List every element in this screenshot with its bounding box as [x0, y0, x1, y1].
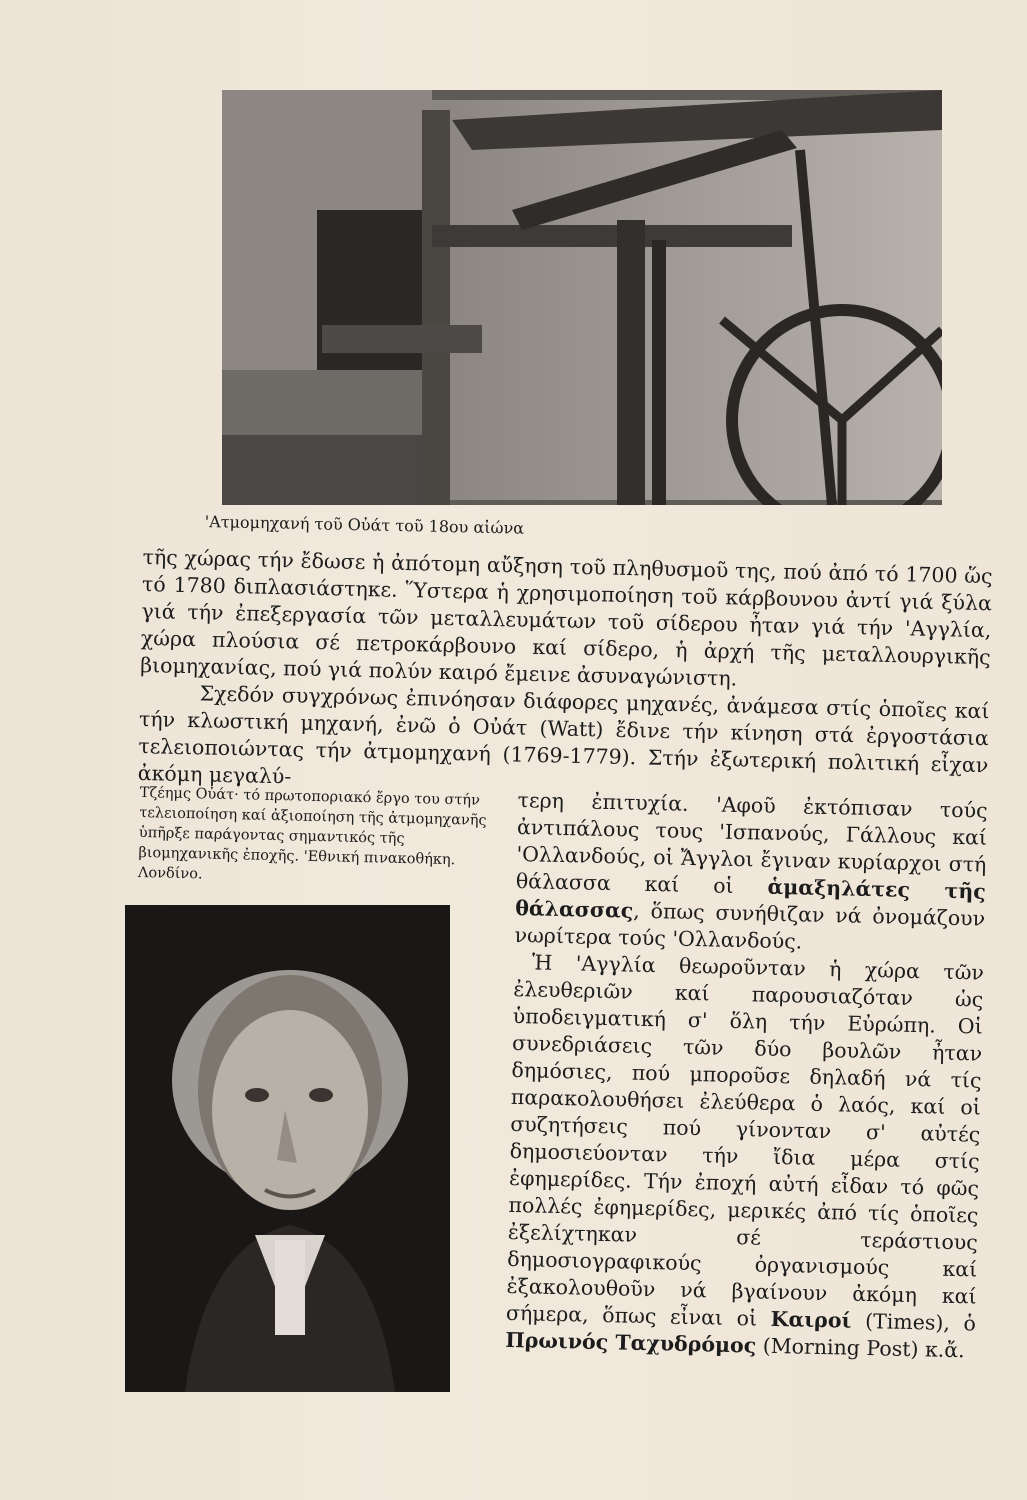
paragraph-3	[505, 949, 984, 1365]
steam-engine-photo	[222, 90, 942, 505]
bold-phrase: ἁμαξηλάτες τῆς θάλασσας	[514, 874, 987, 923]
portrait-caption: Τζέημς Οὐάτ· τό πρωτοποριακό ἔργο του στήν τελειοποίηση καί ἀξιοποίηση τῆς ἀτμομηχανῆς ὑπῆρξε παράγοντας σημαντικός τῆς βιομηχανικῆς ἐποχῆς. 'Εθνική πινακοθήκη. Λονδίνο.	[137, 784, 487, 883]
paragraph-2: Σχεδόν συγχρόνως ἐπινόησαν διάφορες μηχανές, ἀνάμεσα στίς ὁποῖες καί τήν κλωστική μηχανή, ἐνῶ ὁ Οὐάτ (Watt) ἔδινε τήν κίνηση στά ἐργοστάσια τελειοποιώντας τήν ἀτμομηχανή (1769-1779). Στήν ἐξωτερική πολιτική εἶχαν ἀκόμη μεγαλύ-	[137, 681, 990, 789]
main-text-full-width	[137, 544, 992, 806]
text-run: (Times), ὁ	[851, 1308, 977, 1336]
portrait-illustration	[125, 905, 450, 1392]
james-watt-portrait	[125, 905, 450, 1392]
bold-newspaper-times: Καιροί	[770, 1306, 852, 1333]
main-text-column	[505, 787, 988, 1365]
text-run: τερη ἐπιτυχία. 'Αφοῦ ἐκτόπισαν τούς ἀντιπάλους τους 'Ισπανούς, Γάλλους καί 'Ολλανδούς, οἱ Ἄγγλοι ἔγιναν κυρίαρχοι στή θάλασσα καί οἱ	[515, 787, 988, 899]
engine-photo-caption: 'Ατμομηχανή τοῦ Οὐάτ τοῦ 18ου αἰώνα	[204, 512, 525, 538]
text-run: Ἡ 'Αγγλία θεωροῦνταν ἡ χώρα τῶν ἐλευθεριῶν καί παρουσιαζόταν ὡς ὑποδειγματική σ' ὅλη τήν Εὐρώπη. Οἱ συνεδριάσεις τῶν δύο βουλῶν ἦταν δημόσιες, πού μποροῦσε δηλαδή νά τίς παρακολουθήσει ἐλεύθερα ὁ λαός, καί οἱ συζητήσεις πού γίνονταν σ' αὐτές δημοσιεύονταν τήν ἴδια μέρα στίς ἐφημερίδες. Τήν ἐποχή αὐτή εἶδαν τό φῶς πολλές ἐφημερίδες, μερικές ἀπό τίς ὁποῖες ἐξελίχτηκαν σέ τεράστιους δημοσιογραφικούς ὀργανισμούς καί ἐξακολουθοῦν νά βγαίνουν ἀκόμη καί σήμερα, ὅπως εἶναι οἱ	[505, 950, 985, 1331]
bold-newspaper-morning-post: Πρωινός Ταχυδρόμος	[505, 1327, 757, 1358]
steam-engine-illustration	[222, 90, 942, 505]
paragraph-2-continued	[514, 787, 988, 960]
paragraph-1: τῆς χώρας τήν ἔδωσε ἡ ἀπότομη αὔξηση τοῦ πληθυσμοῦ της, πού ἀπό τό 1700 ὥς τό 1780 διπλασιάστηκε. Ὕστερα ἡ χρησιμοποίηση τοῦ κάρβουνου ἀντί γιά ξύλα γιά τήν ἐπεξεργασία τῶν μεταλλευμάτων τοῦ σίδερου ἦταν γιά τήν 'Αγγλία, χώρα πλούσια σέ πετροκάρβουνο καί σίδερο, ἡ ἀρχή τῆς μεταλλουργικῆς βιομηχανίας, πού γιά πολύν καιρό ἔμεινε ἀσυναγώνιστη.	[139, 544, 993, 691]
text-run: (Morning Post) κ.ἄ.	[755, 1333, 965, 1363]
text-run: , ὅπως συνήθιζαν νά ὀνομάζουν νωρίτερα τούς 'Ολλανδούς.	[514, 898, 986, 954]
